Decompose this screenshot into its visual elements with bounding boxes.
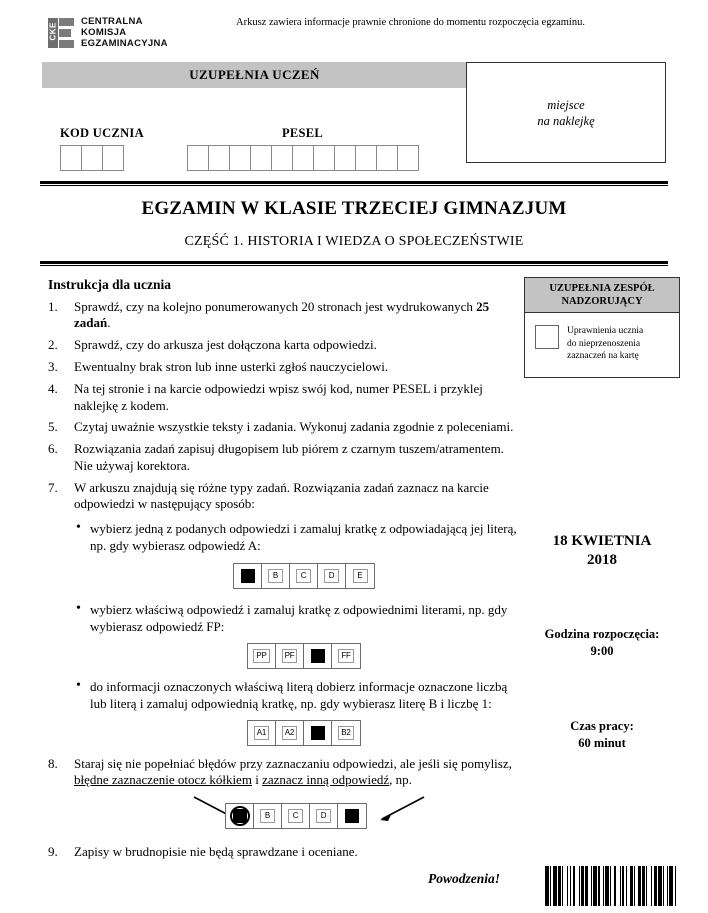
answer-method-bullet [74, 521, 518, 589]
supervisor-note-line-2: do nieprzenoszenia [567, 338, 641, 349]
sticker-line-1: miejsce [547, 97, 585, 112]
item-text: Na tej stronie i na karcie odpowiedzi wpisz swój kod, numer PESEL i przyklej naklejkę z kodem. [74, 381, 483, 413]
item-text-tail: . [107, 315, 111, 331]
bullet-icon: • [76, 678, 81, 694]
student-band-title: UZUPEŁNIA UCZEŃ [42, 62, 467, 88]
pesel-box[interactable] [334, 145, 356, 171]
answer-example-2 [247, 643, 361, 669]
answer-method-bullet [74, 602, 518, 669]
answer-cell-label: E [353, 569, 368, 583]
exam-date [524, 532, 680, 570]
exam-start-time [524, 626, 680, 660]
answer-cell-label: C [288, 809, 303, 823]
item-text-underline-1: błędne zaznaczenie otocz kółkiem [74, 772, 252, 788]
instruction-item [48, 480, 518, 746]
answer-method-list [74, 521, 518, 745]
student-code-label: KOD UCZNIA [60, 126, 144, 140]
bullet-text: do informacji oznaczonych właściwą literą dobierz informacje oznaczone liczbą lub literą i zamaluj odpowiednią kratkę, np. gdy wybierasz literę B i liczbę 1: [90, 679, 508, 711]
sticker-line-2: na naklejkę [537, 113, 595, 128]
answer-cell-label: C [296, 569, 311, 583]
filled-marker-icon [311, 726, 325, 740]
supervisor-title-line-1: UZUPEŁNIA ZESPÓŁ [549, 283, 655, 294]
answer-example-1-wrap [90, 563, 518, 589]
cke-logo-text [81, 16, 168, 49]
item-text-tail: , np. [389, 772, 412, 788]
instruction-item [48, 441, 518, 474]
cke-logo-mark-icon [48, 18, 74, 48]
answer-cell[interactable] [310, 804, 338, 828]
answer-cell[interactable] [276, 721, 304, 745]
side-column [524, 277, 680, 752]
supervisor-note-line-1: Uprawnienia ucznia [567, 326, 644, 336]
filled-marker-icon [241, 569, 255, 583]
barcode-bar [676, 866, 680, 906]
answer-example-1 [233, 563, 375, 589]
answer-cell-label: FF [338, 649, 353, 663]
logo-line-1: CENTRALNA [81, 16, 143, 27]
item-text: W arkuszu znajdują się różne typy zadań. Rozwiązania zadań zaznacz na karcie odpowiedzi w następujący sposób: [74, 479, 489, 512]
pesel-label: PESEL [281, 126, 324, 140]
answer-cell[interactable] [346, 564, 374, 588]
answer-cell[interactable] [318, 564, 346, 588]
pesel-box[interactable] [313, 145, 335, 171]
instruction-item [48, 337, 518, 353]
header-divider [40, 181, 668, 186]
code-box[interactable] [81, 145, 103, 171]
bullet-icon: • [76, 520, 81, 536]
logo-line-2: KOMISJA [81, 27, 127, 38]
answer-example-4 [225, 803, 367, 829]
exam-subtitle: CZĘŚĆ 1. HISTORIA I WIEDZA O SPOŁECZEŃSTWIE [184, 234, 524, 249]
answer-example-4-wrap [225, 803, 367, 829]
sticker-placeholder [466, 62, 666, 163]
item-text-bold: 25 zadań [74, 299, 490, 331]
student-code-group [60, 126, 144, 171]
answer-cell[interactable] [248, 644, 276, 668]
item-text: Czytaj uważnie wszystkie teksty i zadania. Wykonuj zadania zgodnie z poleceniami. [74, 419, 514, 435]
filled-marker-icon [233, 809, 247, 823]
pesel-box[interactable] [229, 145, 251, 171]
item-number: 6. [48, 441, 58, 457]
student-code-input[interactable] [60, 145, 144, 171]
supervisor-note-line-3: zaznaczeń na kartę [567, 351, 639, 361]
answer-cell-label: D [324, 569, 339, 583]
answer-example-3-wrap [90, 720, 518, 746]
answer-example-3 [247, 720, 361, 746]
correction-example-zone [74, 795, 518, 839]
item-number: 1. [48, 299, 58, 314]
answer-cell[interactable] [262, 564, 290, 588]
answer-cell[interactable] [276, 644, 304, 668]
item-number: 9. [48, 844, 58, 860]
item-text: Staraj się nie popełniać błędów przy zaznaczaniu odpowiedzi, ale jeśli się pomylisz, [74, 755, 512, 771]
item-text-mid: i [251, 772, 263, 788]
pesel-box[interactable] [376, 145, 398, 171]
copyright-note: Arkusz zawiera informacje prawnie chronione do momentu rozpoczęcia egzaminu. [236, 17, 585, 28]
answer-cell[interactable] [338, 804, 366, 828]
instruction-item [48, 419, 518, 435]
supervisor-title-line-2: NADZORUJĄCY [561, 296, 643, 307]
answer-cell[interactable] [254, 804, 282, 828]
filled-marker-icon [311, 649, 325, 663]
pesel-box[interactable] [355, 145, 377, 171]
answer-example-2-wrap [90, 643, 518, 669]
answer-cell-label: PF [282, 649, 298, 663]
answer-cell[interactable] [290, 564, 318, 588]
pesel-box[interactable] [397, 145, 419, 171]
answer-cell[interactable] [282, 804, 310, 828]
supervisor-checkbox[interactable] [535, 325, 559, 349]
pesel-input[interactable] [187, 145, 418, 171]
student-fill-left [42, 62, 467, 160]
start-time-value: 9:00 [590, 643, 614, 658]
item-number: 8. [48, 755, 58, 771]
instruction-item [48, 359, 518, 375]
bullet-text: wybierz jedną z podanych odpowiedzi i zamaluj kratkę z odpowiadającą jej literą, np. gdy wybierasz odpowiedź A: [90, 521, 517, 553]
supervisor-panel [524, 277, 680, 378]
exam-date-line-1: 18 KWIETNIA [552, 532, 652, 549]
pesel-group [187, 126, 418, 171]
answer-cell[interactable] [332, 644, 360, 668]
item-text: Rozwiązania zadań zapisuj długopisem lub piórem z czarnym tuszem/atramentem. Nie używaj korektora. [74, 441, 504, 473]
answer-cell-label: B [260, 809, 275, 823]
item-number: 7. [48, 479, 58, 495]
supervisor-panel-title [525, 278, 679, 313]
filled-marker-icon [345, 809, 359, 823]
answer-cell-label: B2 [338, 726, 353, 740]
bullet-icon: • [76, 601, 81, 617]
bullet-text: wybierz właściwą odpowiedź i zamaluj kratkę z odpowiednimi literami, np. gdy wybierasz odpowiedź FP: [90, 602, 508, 634]
instructions-column [48, 277, 518, 887]
answer-cell[interactable] [304, 721, 332, 745]
instruction-item [48, 299, 518, 332]
pesel-box[interactable] [292, 145, 314, 171]
barcode [545, 866, 680, 906]
pesel-box[interactable] [208, 145, 230, 171]
page-header [48, 16, 658, 49]
pesel-box[interactable] [271, 145, 293, 171]
exam-title: EGZAMIN W KLASIE TRZECIEJ GIMNAZJUM [141, 198, 567, 219]
answer-cell[interactable] [248, 721, 276, 745]
answer-cell-label: D [316, 809, 331, 823]
start-time-label: Godzina rozpoczęcia: [544, 626, 660, 641]
title-divider [40, 261, 668, 266]
answer-cell-corrected[interactable] [226, 804, 254, 828]
answer-cell-label: PP [253, 649, 269, 663]
item-text: Ewentualny brak stron lub inne usterki zgłoś nauczycielowi. [74, 359, 389, 375]
pesel-box[interactable] [250, 145, 272, 171]
answer-method-bullet [74, 679, 518, 746]
instruction-item-8 [48, 756, 518, 839]
answer-cell[interactable] [332, 721, 360, 745]
cke-logo [48, 16, 198, 49]
supervisor-note [567, 325, 643, 363]
exam-date-line-2: 2018 [587, 551, 617, 568]
instruction-item [48, 381, 518, 414]
item-text: Zapisy w brudnopisie nie będą sprawdzane i oceniane. [74, 844, 358, 860]
cke-monogram-text: CKE [48, 21, 58, 40]
code-box[interactable] [60, 145, 82, 171]
code-box[interactable] [102, 145, 124, 171]
student-fill-section [42, 62, 666, 166]
answer-cell[interactable] [304, 644, 332, 668]
logo-line-3: EGZAMINACYJNA [81, 38, 168, 49]
answer-cell-label: A2 [282, 726, 297, 740]
instructions-heading: Instrukcja dla ucznia [48, 277, 172, 292]
item-number: 4. [48, 381, 58, 397]
exam-duration [524, 718, 680, 752]
answer-cell[interactable] [234, 564, 262, 588]
supervisor-panel-body [525, 313, 679, 377]
pesel-box[interactable] [187, 145, 209, 171]
closing-wish: Powodzenia! [427, 870, 500, 886]
item-number: 3. [48, 359, 58, 375]
item-text-underline-2: zaznacz inną odpowiedź [262, 772, 390, 788]
instructions-list [48, 299, 518, 861]
duration-value: 60 minut [578, 735, 626, 750]
item-text: Sprawdź, czy do arkusza jest dołączona karta odpowiedzi. [74, 337, 377, 353]
answer-cell-label: B [268, 569, 283, 583]
item-text: Sprawdź, czy na kolejno ponumerowanych 20 stronach jest wydrukowanych [74, 299, 477, 314]
duration-label: Czas pracy: [570, 718, 634, 733]
answer-cell-label: A1 [254, 726, 269, 740]
item-number: 5. [48, 419, 58, 435]
student-fields [42, 88, 467, 160]
instruction-item-9 [48, 844, 518, 860]
item-number: 2. [48, 337, 58, 353]
